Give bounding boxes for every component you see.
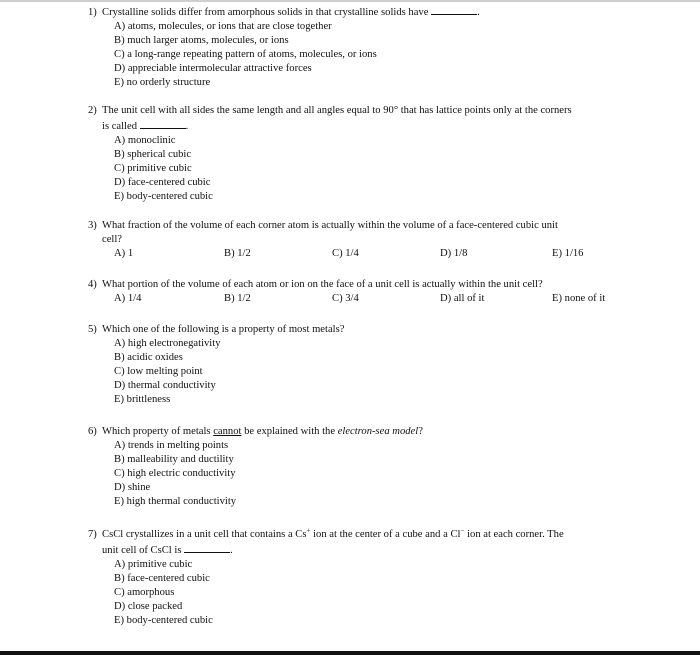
option-b: B) 1/2 <box>224 293 251 304</box>
question-5-stem: 5) Which one of the following is a property of most metals? <box>88 324 345 335</box>
option-e: E) 1/16 <box>552 248 584 259</box>
option-a: A) monoclinic <box>114 135 176 146</box>
option-a: A) trends in melting points <box>114 440 229 451</box>
question-3: 3) What fraction of the volume of each corner atom is actually within the volume of a face-centered cubic unit cell? A) 1 B) 1/2 C) 1/4 D) 1/8 E) 1/16 <box>88 219 628 261</box>
option-d: D) face-centered cubic <box>114 177 211 188</box>
option-c: C) amorphous <box>114 587 175 598</box>
option-d: D) appreciable intermolecular attractive forces <box>114 63 312 74</box>
question-2-options <box>88 134 633 204</box>
answer-blank <box>184 542 230 553</box>
question-5-options <box>88 337 628 407</box>
option-a: A) atoms, molecules, or ions that are close together <box>114 21 332 32</box>
answer-blank <box>140 118 186 129</box>
option-d: D) close packed <box>114 601 183 612</box>
question-5 <box>88 323 628 407</box>
option-d: D) all of it <box>440 293 485 304</box>
option-e: E) none of it <box>552 293 606 304</box>
option-d: D) thermal conductivity <box>114 380 216 391</box>
question-2-stem: 2) The unit cell with all sides the same length and all angles equal to 90° that has lattice points only at the corners <box>88 105 572 116</box>
bottom-border <box>0 651 700 655</box>
question-4-stem: 4) What portion of the volume of each atom or ion on the face of a unit cell is actually within the unit cell? <box>88 279 543 290</box>
option-c: C) 1/4 <box>332 248 359 259</box>
question-4 <box>88 278 628 306</box>
option-e: E) no orderly structure <box>114 77 211 88</box>
question-7-options <box>88 558 628 628</box>
question-4-options <box>88 292 628 306</box>
question-1-options <box>88 20 628 90</box>
option-c: C) 3/4 <box>332 293 359 304</box>
option-c: C) a long-range repeating pattern of atoms, molecules, or ions <box>114 49 377 60</box>
answer-blank <box>431 4 477 15</box>
option-b: B) face-centered cubic <box>114 573 210 584</box>
option-a: A) 1 <box>114 248 134 259</box>
question-7-stem: 7) CsCl crystallizes in a unit cell that contains a Cs+ ion at the center of a cube and a Cl− ion at each corner. The <box>88 526 564 540</box>
question-3-stem: 3) What fraction of the volume of each corner atom is actually within the volume of a face-centered cubic unit <box>88 220 558 231</box>
option-e: E) body-centered cubic <box>114 191 213 202</box>
question-7: 7) CsCl crystallizes in a unit cell that contains a Cs+ ion at the center of a cube and a Cl− ion at each corner. The unit cell of CsCl is . A) primitive cubic B) face-centered cubic C) amorphous D) close packed E) body-centered cubic <box>88 528 628 628</box>
option-c: C) low melting point <box>114 366 203 377</box>
option-c: C) high electric conductivity <box>114 468 236 479</box>
question-1 <box>88 4 628 90</box>
option-a: A) 1/4 <box>114 293 142 304</box>
option-c: C) primitive cubic <box>114 163 192 174</box>
option-a: A) high electronegativity <box>114 338 221 349</box>
option-e: E) high thermal conductivity <box>114 496 237 507</box>
question-2: 2) The unit cell with all sides the same length and all angles equal to 90° that has lattice points only at the corners is called . A) monoclinic B) spherical cubic C) primitive cubic D) face-centered cubic E) body-centered cubic <box>88 104 633 204</box>
option-d: D) 1/8 <box>440 248 468 259</box>
option-e: E) body-centered cubic <box>114 615 213 626</box>
question-6 <box>88 425 628 509</box>
question-6-options <box>88 439 628 509</box>
question-6-stem: 6) Which property of metals cannot be explained with the electron-sea model? <box>88 426 423 437</box>
option-b: B) malleability and ductility <box>114 454 234 465</box>
option-b: B) much larger atoms, molecules, or ions <box>114 35 289 46</box>
top-border <box>0 0 700 2</box>
option-e: E) brittleness <box>114 394 171 405</box>
option-a: A) primitive cubic <box>114 559 193 570</box>
option-d: D) shine <box>114 482 151 493</box>
option-b: B) acidic oxides <box>114 352 183 363</box>
question-1-stem: 1) Crystalline solids differ from amorphous solids in that crystalline solids have . <box>88 4 628 20</box>
question-3-options <box>88 247 628 261</box>
option-b: B) 1/2 <box>224 248 251 259</box>
option-b: B) spherical cubic <box>114 149 192 160</box>
